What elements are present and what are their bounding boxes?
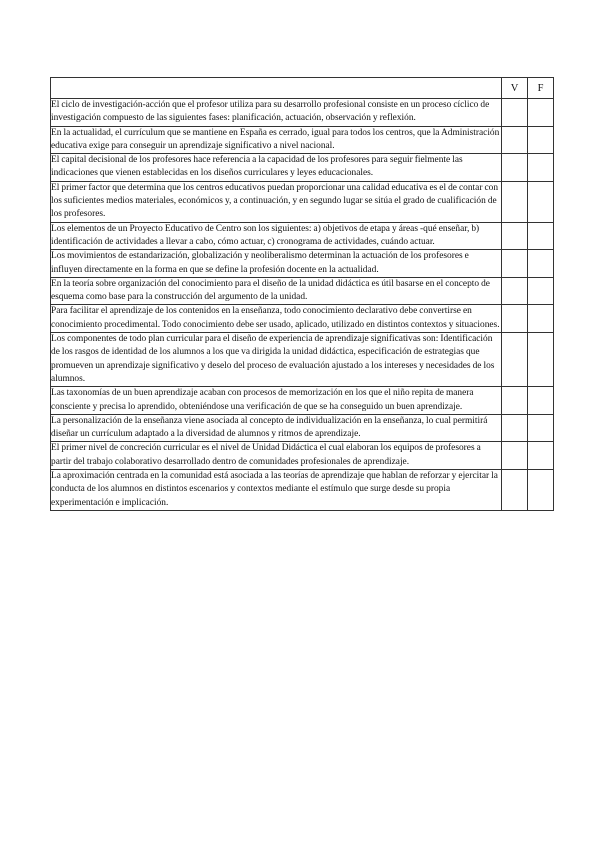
statement-row [51, 333, 554, 387]
false-answer-cell[interactable] [528, 414, 554, 442]
false-answer-cell[interactable] [528, 250, 554, 278]
statement-text: El primer nivel de concreción curricular es el nivel de Unidad Didáctica el cual elaboran los equipos de profesores a partir del trabajo colaborativo desarrollado dentro de comunidades profesionales de aprendizaje. [51, 442, 502, 470]
true-false-table [50, 77, 554, 511]
statement-text: Los movimientos de estandarización, globalización y neoliberalismo determinan la actuación de los profesores e influyen directamente en la forma en que se define la profesión docente en la actualidad. [51, 250, 502, 278]
false-answer-cell[interactable] [528, 277, 554, 305]
statement-row [51, 414, 554, 442]
statement-row [51, 305, 554, 333]
false-answer-cell[interactable] [528, 305, 554, 333]
true-answer-cell[interactable] [502, 181, 528, 222]
statement-text: En la actualidad, el currículum que se mantiene en España es cerrado, igual para todos los centros, que la Administración educativa exige para conseguir un aprendizaje significativo a nivel nacional. [51, 126, 502, 154]
statement-header [51, 78, 502, 99]
statement-text: El primer factor que determina que los centros educativos puedan proporcionar una calidad educativa es el de contar con los suficientes medios materiales, económicos y, a continuación, y en segundo lugar se sitúa el grado de cualificación de los profesores. [51, 181, 502, 222]
false-answer-cell[interactable] [528, 154, 554, 182]
statement-text: El capital decisional de los profesores hace referencia a la capacidad de los profesores para seguir fielmente las indicaciones que vienen establecidas en los diseños curriculares y leyes educacionales. [51, 154, 502, 182]
statement-text: Para facilitar el aprendizaje de los contenidos en la enseñanza, todo conocimiento declarativo debe convertirse en conocimiento procedimental. Todo conocimiento debe ser usado, aplicado, utilizado en distintos contextos y situaciones. [51, 305, 502, 333]
true-answer-cell[interactable] [502, 414, 528, 442]
true-answer-cell[interactable] [502, 277, 528, 305]
false-answer-cell[interactable] [528, 387, 554, 415]
false-header: F [528, 78, 554, 99]
true-answer-cell[interactable] [502, 305, 528, 333]
statement-text: El ciclo de investigación-acción que el profesor utiliza para su desarrollo profesional consiste en un proceso cíclico de investigación compuesto de las siguientes fases: planificación, actuación, observación y reflexión. [51, 99, 502, 127]
true-answer-cell[interactable] [502, 99, 528, 127]
statement-row [51, 250, 554, 278]
true-header: V [502, 78, 528, 99]
true-answer-cell[interactable] [502, 470, 528, 511]
true-answer-cell[interactable] [502, 250, 528, 278]
false-answer-cell[interactable] [528, 333, 554, 387]
false-answer-cell[interactable] [528, 99, 554, 127]
statement-row [51, 99, 554, 127]
statement-row [51, 470, 554, 511]
header-row [51, 78, 554, 99]
statement-text: La personalización de la enseñanza viene asociada al concepto de individualización en la enseñanza, lo cual permitirá diseñar un currículum adaptado a la diversidad de alumnos y ritmos de aprendizaje. [51, 414, 502, 442]
statement-row [51, 442, 554, 470]
false-answer-cell[interactable] [528, 442, 554, 470]
statement-text: Los componentes de todo plan curricular para el diseño de experiencia de aprendizaje significativas son: Identificación de los rasgos de identidad de los alumnos a los que va dirigida la unidad didáctica, especificación de estrategias que promueven un aprendizaje significativo y deselo del proceso de evaluación ajustado a los intereses y necesidades de los alumnos. [51, 333, 502, 387]
statement-text: Los elementos de un Proyecto Educativo de Centro son los siguientes: a) objetivos de etapa y áreas -qué enseñar, b) identificación de actividades a llevar a cabo, cómo actuar, c) cronograma de actividades, cuándo actuar. [51, 222, 502, 250]
statement-text: Las taxonomías de un buen aprendizaje acaban con procesos de memorización en los que el niño repita de manera consciente y precisa lo aprendido, obteniéndose una verificación de que se ha conseguido un buen aprendizaje. [51, 387, 502, 415]
true-answer-cell[interactable] [502, 387, 528, 415]
statement-row [51, 277, 554, 305]
false-answer-cell[interactable] [528, 470, 554, 511]
statement-row [51, 222, 554, 250]
statement-text: La aproximación centrada en la comunidad está asociada a las teorías de aprendizaje que hablan de reforzar y ejercitar la conducta de los alumnos en distintos escenarios y contextos mediante el estímulo que surge desde su propia experimentación e implicación. [51, 470, 502, 511]
statement-rows [51, 99, 554, 511]
false-answer-cell[interactable] [528, 126, 554, 154]
false-answer-cell[interactable] [528, 222, 554, 250]
statement-row [51, 387, 554, 415]
statement-row [51, 154, 554, 182]
statement-text: En la teoría sobre organización del conocimiento para el diseño de la unidad didáctica es útil basarse en el concepto de esquema como base para la construcción del argumento de la unidad. [51, 277, 502, 305]
true-answer-cell[interactable] [502, 442, 528, 470]
false-answer-cell[interactable] [528, 181, 554, 222]
true-answer-cell[interactable] [502, 126, 528, 154]
statement-row [51, 126, 554, 154]
true-answer-cell[interactable] [502, 154, 528, 182]
statement-row [51, 181, 554, 222]
true-answer-cell[interactable] [502, 222, 528, 250]
true-answer-cell[interactable] [502, 333, 528, 387]
